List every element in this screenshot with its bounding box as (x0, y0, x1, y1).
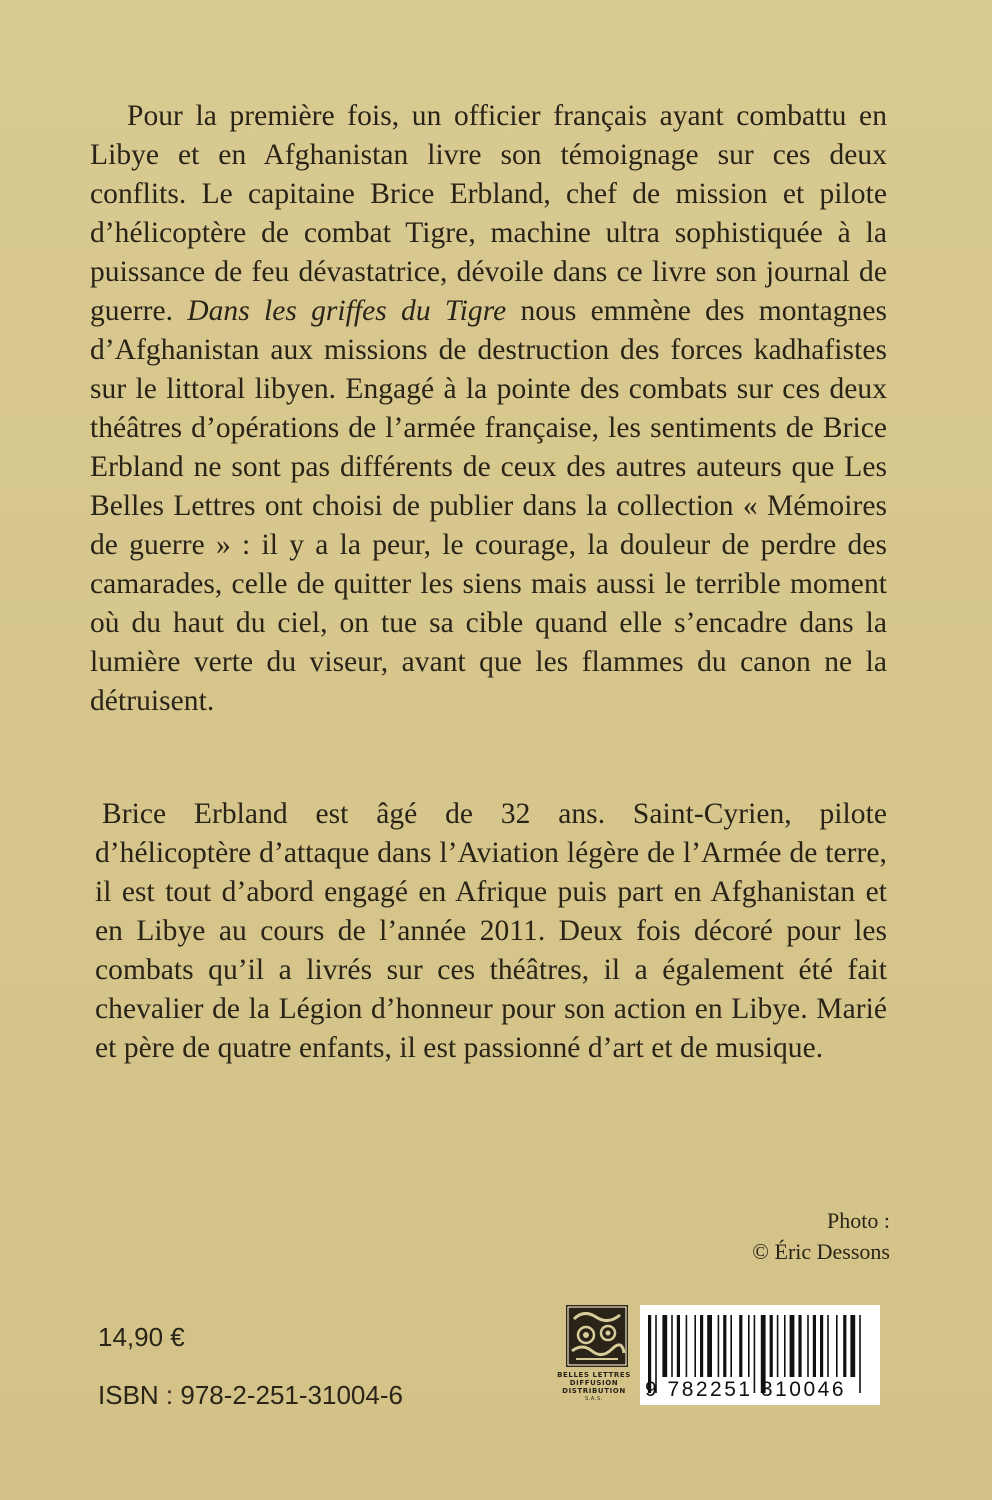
barcode-bar (694, 1315, 696, 1377)
publisher-emblem-icon (566, 1305, 628, 1367)
barcode-bar (843, 1315, 846, 1377)
barcode-bar (718, 1315, 720, 1377)
barcode-bar (686, 1315, 688, 1377)
price: 14,90 € (98, 1322, 185, 1352)
barcode-bar (807, 1315, 809, 1377)
barcode-digits: 9 782251 310046 (645, 1378, 846, 1401)
barcode-bar (790, 1315, 795, 1377)
barcode-bar (813, 1315, 816, 1377)
barcode-bar (662, 1315, 667, 1377)
barcode-bar (730, 1315, 732, 1377)
publisher-logo-line1: BELLES LETTRES (557, 1371, 631, 1379)
photo-credit (752, 1205, 890, 1267)
summary-text-end: nous emmène des montagnes d’Afghanistan aux missions de destruction des forces kadhafistes sur le littoral libyen. Engagé à la pointe des combats sur ces deux théâtres d’opérations de l’armée française, les sentiments de Brice Erbland ne sont pas différents de ceux des autres auteurs que Les Belles Lettres ont choisi de publier dans la collection « Mémoires de guerre » : il y a la peur, le courage, la douleur de perdre des camarades, celle de quitter les siens mais aussi le terrible moment où du haut du ciel, on tue sa cible quand elle s’encadre dans la lumière verte du viseur, avant que les flammes du canon ne la détruisent. (90, 295, 888, 717)
barcode-bar (827, 1315, 829, 1377)
summary-paragraph (90, 97, 887, 721)
barcode-bar (820, 1315, 823, 1377)
barcode-bar (671, 1315, 673, 1377)
publisher-logo (553, 1305, 635, 1410)
barcode-bar (700, 1315, 703, 1377)
publisher-logo-line3: DISTRIBUTION (562, 1387, 626, 1395)
barcode-bar (798, 1315, 801, 1377)
publisher-logo-line2: DIFFUSION (569, 1379, 619, 1387)
barcode-bar (770, 1315, 773, 1377)
barcode-bar (723, 1315, 726, 1377)
barcode-bar (677, 1315, 680, 1377)
summary-text-start: Pour la première fois, un officier français ayant combattu en Libye et en Afghanistan livre son témoignage sur ces deux conflits. Le capitaine Brice Erbland, chef de mission et pilote d’hélicoptère de combat Tigre, machine ultra sophistiquée à la puissance de feu dévastatrice, dévoile dans ce livre son journal de guerre. (90, 100, 887, 327)
photo-credit-label: Photo : (827, 1208, 890, 1233)
isbn: ISBN : 978-2-251-31004-6 (98, 1380, 403, 1410)
photo-credit-name: © Éric Dessons (752, 1239, 890, 1264)
barcode-bar (739, 1315, 742, 1377)
book-title: Dans les griffes du Tigre (187, 295, 507, 327)
barcode-bar (836, 1315, 838, 1377)
barcode-bar (850, 1315, 855, 1377)
publisher-logo-text (553, 1371, 635, 1403)
publisher-logo-line4: S.A.S. (584, 1396, 604, 1402)
barcode-bar (784, 1315, 786, 1377)
barcode-bar (748, 1315, 750, 1377)
barcode-bar (777, 1315, 779, 1377)
barcode-bar (707, 1315, 712, 1377)
author-bio-paragraph: Brice Erbland est âgé de 32 ans. Saint-Cyrien, pilote d’hélicoptère d’attaque dans l’Aviation légère de l’Armée de terre, il est tout d’abord engagé en Afrique puis part en Afghanistan et en Libye au cours de l’année 2011. Deux fois décoré pour les combats qu’il a livrés sur ces théâtres, il a également été fait chevalier de la Légion d’honneur pour son action en Libye. Marié et père de quatre enfants, il est passionné d’art et de musique. (95, 798, 887, 1064)
